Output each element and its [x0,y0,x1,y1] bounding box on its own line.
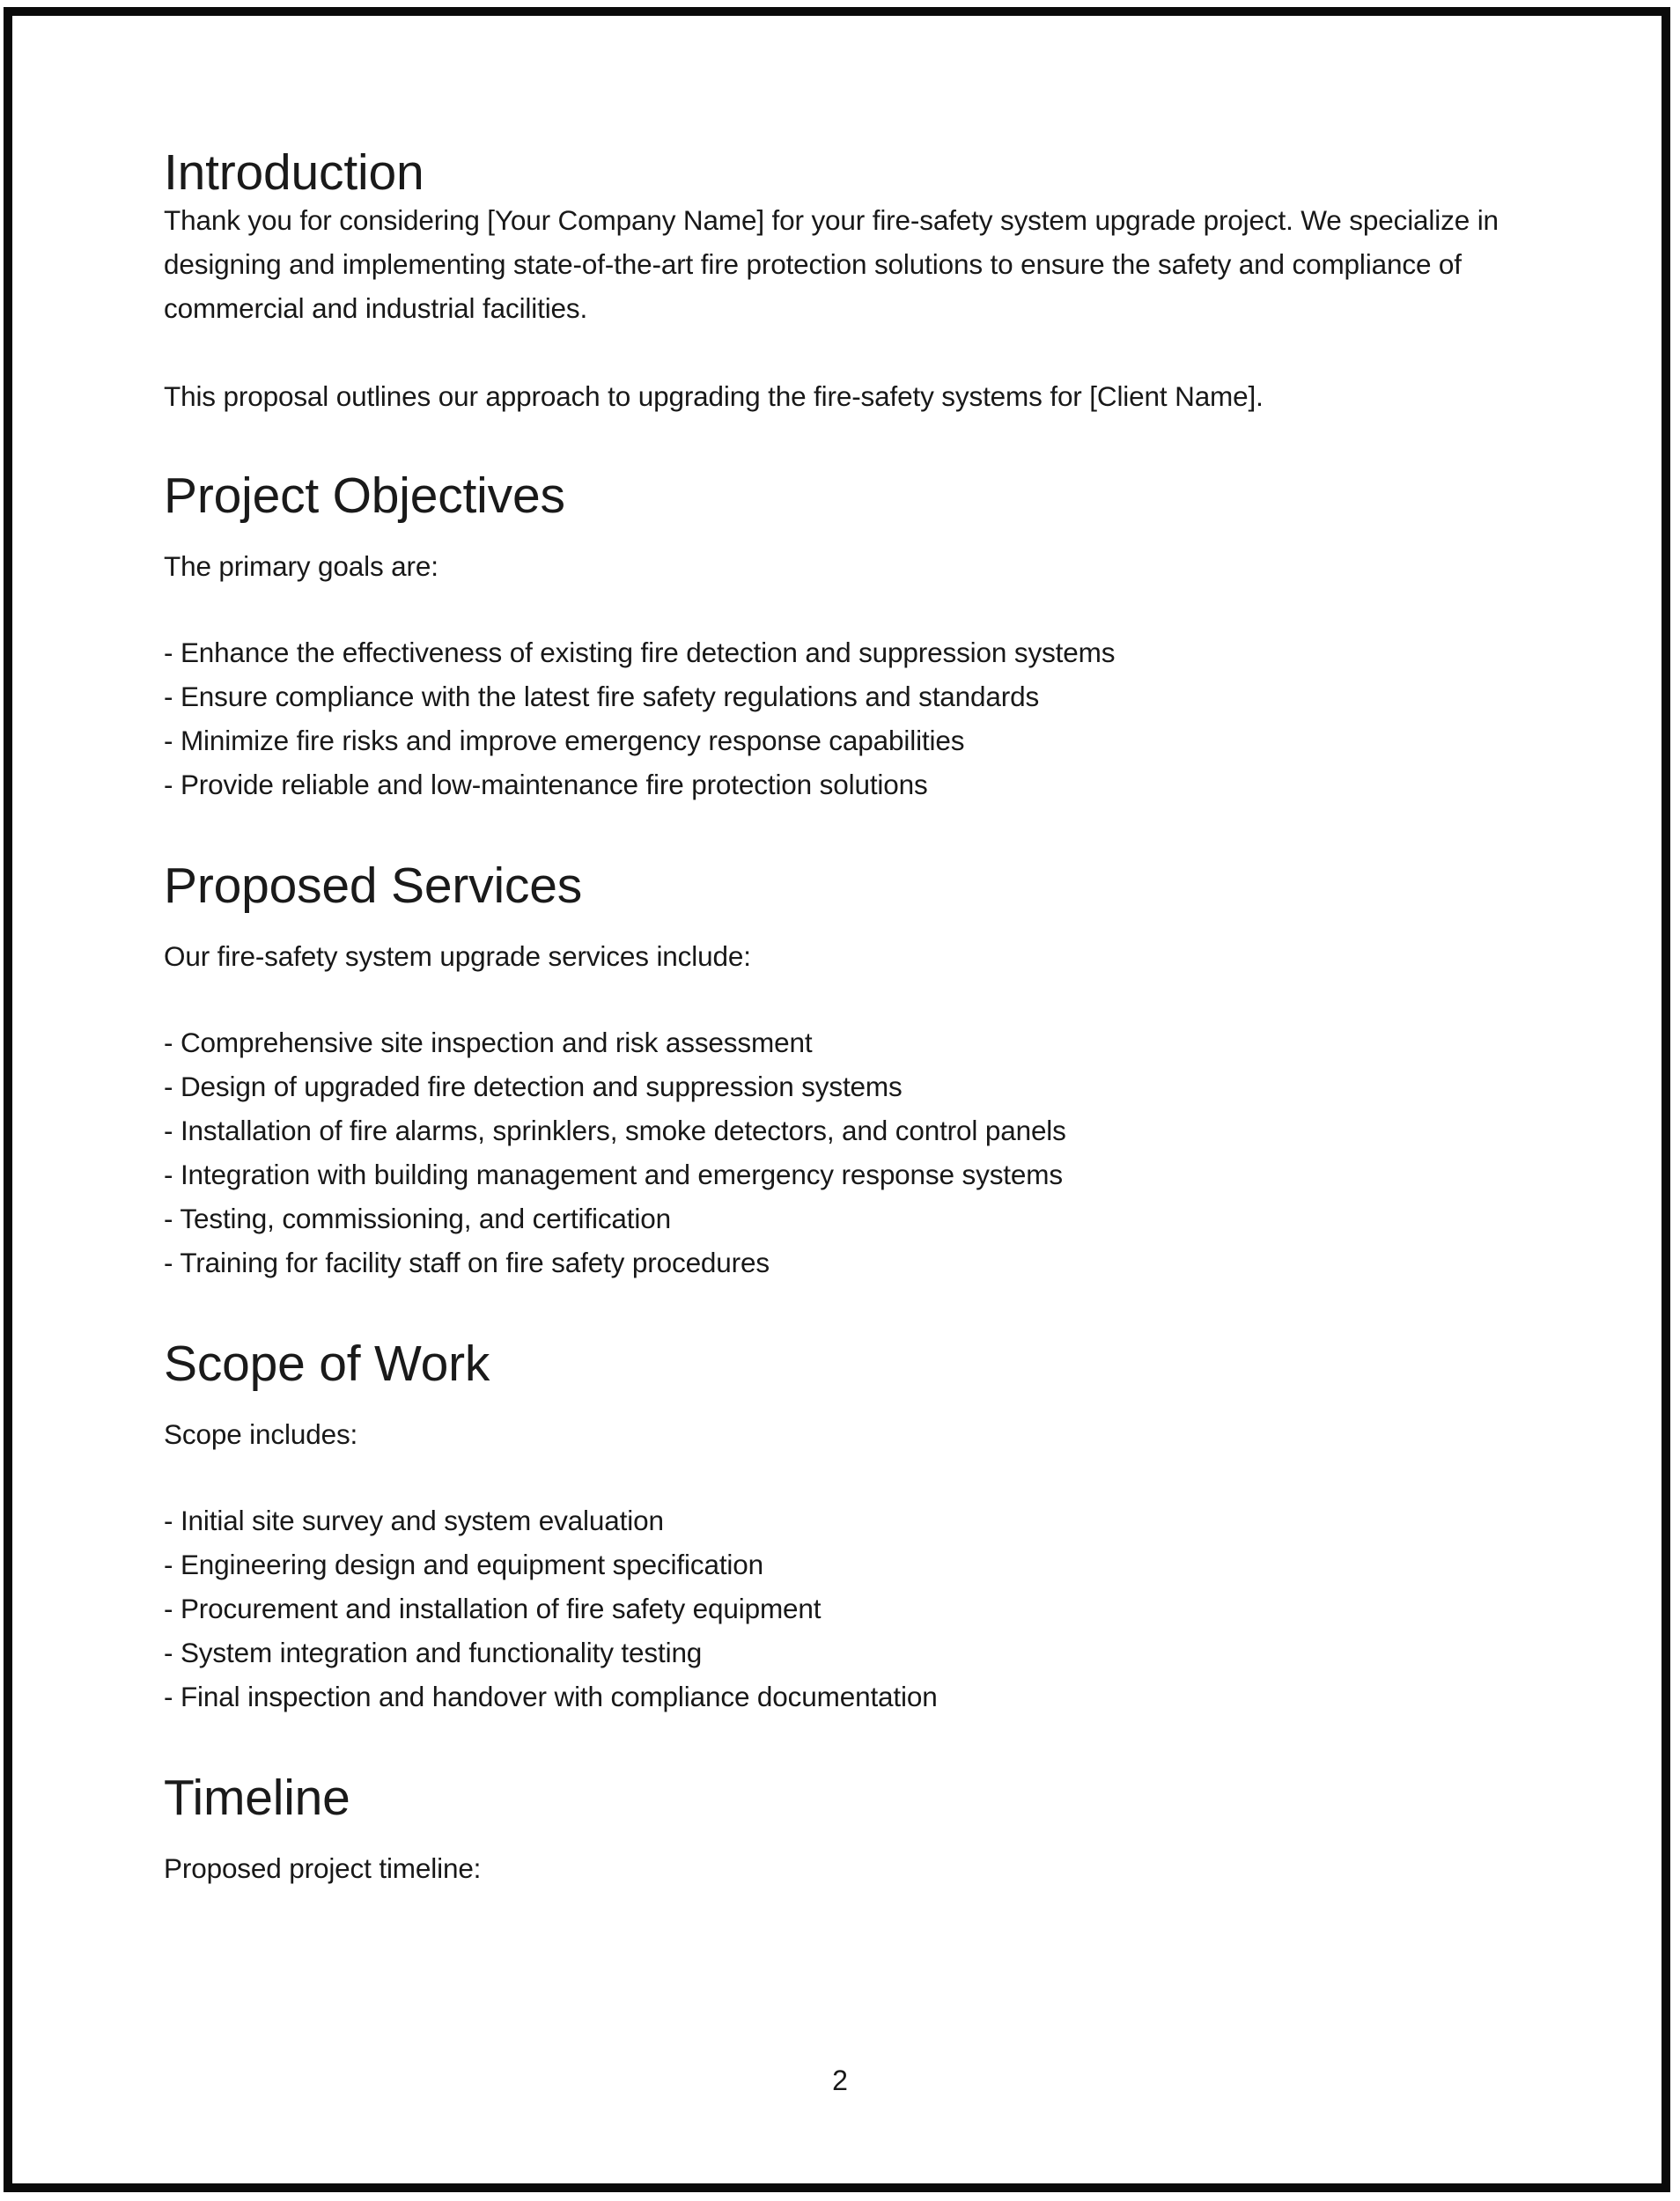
spacer [164,418,1502,471]
list-item: - Comprehensive site inspection and risk assessment [164,1027,813,1058]
list-item: - Final inspection and handover with compliance documentation [164,1681,938,1712]
spacer [164,521,1502,544]
scope-of-work-lead: Scope includes: [164,1418,358,1450]
list-item: - Installation of fire alarms, sprinklers, smoke detectors, and control panels [164,1115,1066,1146]
list-item: - Integration with building management and emergency response systems [164,1159,1063,1190]
introduction-paragraph-2: This proposal outlines our approach to upgrading the fire-safety systems for [Client Name]. [164,380,1264,412]
spacer [164,330,1502,374]
scope-of-work-list [164,1498,1502,1719]
list-item: - Training for facility staff on fire safety procedures [164,1247,770,1278]
spacer [164,1719,1502,1773]
project-objectives-list [164,630,1502,806]
section-heading-scope-of-work: Scope of Work [164,1336,490,1392]
document-content [164,144,1502,1890]
project-objectives-lead: The primary goals are: [164,550,438,582]
spacer [164,806,1502,861]
spacer [164,1823,1502,1846]
list-item: - Engineering design and equipment specification [164,1549,764,1580]
list-item: - System integration and functionality testing [164,1637,703,1668]
spacer [164,1456,1502,1498]
section-heading-introduction: Introduction [164,144,424,201]
spacer [164,911,1502,934]
introduction-paragraph-1: Thank you for considering [Your Company Name] for your fire-safety system upgrade project. We specialize in designing and implementing state-of-the-art fire protection solutions to ensure the safety and compliance of commercial and industrial facilities. [164,204,1499,324]
spacer [164,1389,1502,1412]
list-item: - Testing, commissioning, and certification [164,1203,671,1234]
list-item: - Procurement and installation of fire safety equipment [164,1593,822,1624]
proposed-services-list [164,1020,1502,1285]
list-item: - Ensure compliance with the latest fire safety regulations and standards [164,681,1040,712]
page-number: 2 [832,2065,848,2096]
list-item: - Design of upgraded fire detection and suppression systems [164,1071,903,1102]
proposed-services-lead: Our fire-safety system upgrade services include: [164,940,751,972]
list-item: - Minimize fire risks and improve emergency response capabilities [164,725,965,756]
spacer [164,1285,1502,1339]
section-heading-project-objectives: Project Objectives [164,467,565,524]
section-heading-timeline: Timeline [164,1770,350,1826]
list-item: - Enhance the effectiveness of existing fire detection and suppression systems [164,637,1116,668]
section-heading-proposed-services: Proposed Services [164,858,583,914]
list-item: - Provide reliable and low-maintenance fire protection solutions [164,769,928,800]
list-item: - Initial site survey and system evaluation [164,1505,664,1536]
spacer [164,978,1502,1020]
timeline-lead: Proposed project timeline: [164,1852,482,1884]
spacer [164,588,1502,630]
